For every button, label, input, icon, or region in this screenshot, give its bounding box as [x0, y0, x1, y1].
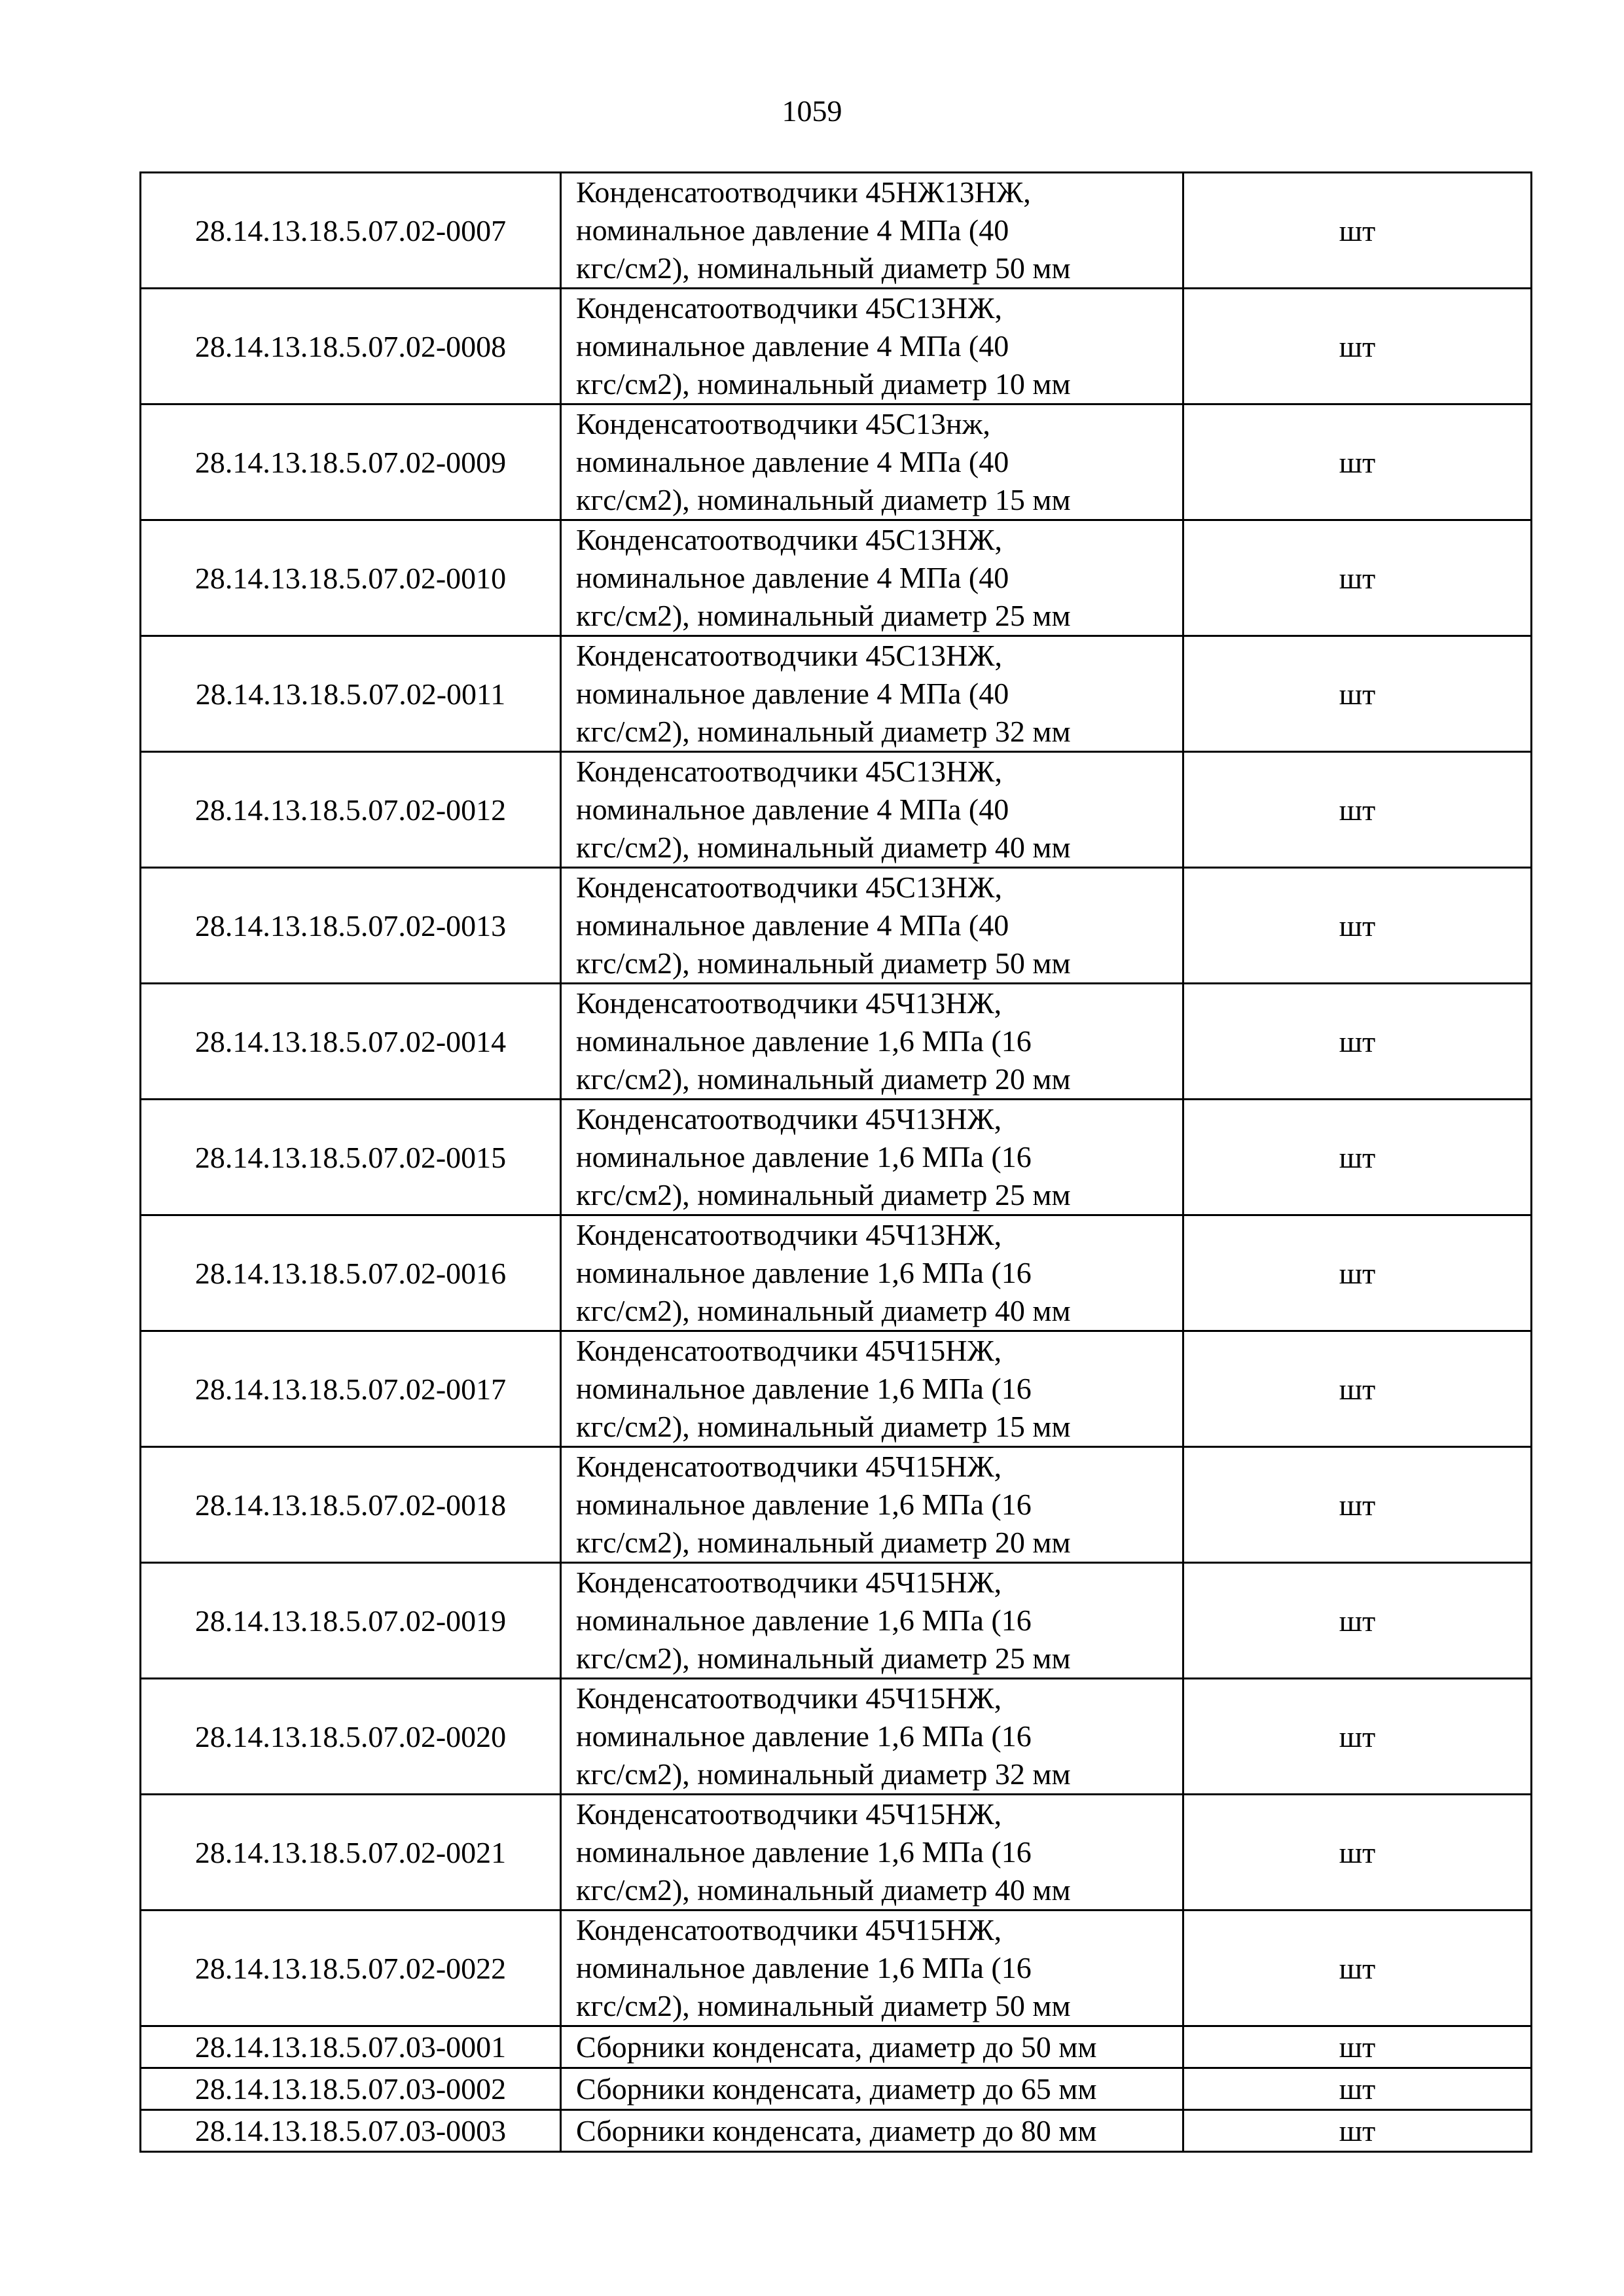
item-name-line: Конденсатоотводчики 45Ч15НЖ, — [576, 1913, 1002, 1946]
item-name — [561, 868, 1183, 984]
item-name — [561, 404, 1183, 520]
item-name-line: номинальное давление 1,6 МПа (16 — [576, 1256, 1032, 1289]
item-name-line: кгс/см2), номинальный диаметр 50 мм — [576, 1989, 1071, 2022]
item-name — [561, 1331, 1183, 1447]
item-name-line: номинальное давление 1,6 МПа (16 — [576, 1719, 1032, 1753]
item-name-line: номинальное давление 4 МПа (40 — [576, 677, 1009, 710]
table-row — [141, 868, 1532, 984]
items-table — [139, 171, 1532, 2153]
page-number: 1059 — [782, 94, 842, 128]
item-name-line: кгс/см2), номинальный диаметр 20 мм — [576, 1526, 1071, 1559]
table-row — [141, 2026, 1532, 2068]
item-code: 28.14.13.18.5.07.02-0007 — [141, 173, 561, 289]
item-code: 28.14.13.18.5.07.03-0002 — [141, 2068, 561, 2110]
item-name-line: номинальное давление 4 МПа (40 — [576, 793, 1009, 826]
item-name — [561, 636, 1183, 752]
table-row — [141, 2068, 1532, 2110]
item-unit: шт — [1183, 520, 1532, 636]
table-row — [141, 520, 1532, 636]
item-name-line: номинальное давление 4 МПа (40 — [576, 329, 1009, 363]
item-code: 28.14.13.18.5.07.02-0021 — [141, 1795, 561, 1910]
table-row — [141, 1795, 1532, 1910]
item-code: 28.14.13.18.5.07.02-0009 — [141, 404, 561, 520]
item-name-line: кгс/см2), номинальный диаметр 25 мм — [576, 1641, 1071, 1675]
item-code: 28.14.13.18.5.07.02-0019 — [141, 1563, 561, 1679]
item-unit: шт — [1183, 1910, 1532, 2026]
item-code: 28.14.13.18.5.07.02-0011 — [141, 636, 561, 752]
item-unit: шт — [1183, 1795, 1532, 1910]
item-unit: шт — [1183, 289, 1532, 404]
item-name-line: кгс/см2), номинальный диаметр 32 мм — [576, 715, 1071, 748]
item-name-line: кгс/см2), номинальный диаметр 40 мм — [576, 1294, 1071, 1327]
item-name-line: кгс/см2), номинальный диаметр 50 мм — [576, 251, 1071, 285]
item-name-line: номинальное давление 4 МПа (40 — [576, 445, 1009, 478]
item-name-line: Конденсатоотводчики 45С13НЖ, — [576, 639, 1002, 672]
item-name-line: Конденсатоотводчики 45Ч15НЖ, — [576, 1681, 1002, 1715]
item-code: 28.14.13.18.5.07.02-0008 — [141, 289, 561, 404]
item-name-line: Конденсатоотводчики 45Ч15НЖ, — [576, 1450, 1002, 1483]
item-code: 28.14.13.18.5.07.02-0015 — [141, 1100, 561, 1215]
item-name-line: Конденсатоотводчики 45Ч15НЖ, — [576, 1334, 1002, 1367]
table-row — [141, 1331, 1532, 1447]
item-unit: шт — [1183, 1215, 1532, 1331]
item-name-line: Сборники конденсата, диаметр до 50 мм — [576, 2030, 1097, 2064]
item-unit: шт — [1183, 2068, 1532, 2110]
table-row — [141, 1679, 1532, 1795]
item-name-line: кгс/см2), номинальный диаметр 40 мм — [576, 831, 1071, 864]
table-row — [141, 752, 1532, 868]
item-name-line: Конденсатоотводчики 45С13НЖ, — [576, 870, 1002, 904]
table-row — [141, 404, 1532, 520]
item-name-line: кгс/см2), номинальный диаметр 25 мм — [576, 599, 1071, 632]
table-row — [141, 636, 1532, 752]
item-name-line: номинальное давление 1,6 МПа (16 — [576, 1604, 1032, 1637]
item-code: 28.14.13.18.5.07.02-0010 — [141, 520, 561, 636]
item-unit: шт — [1183, 1563, 1532, 1679]
item-name-line: кгс/см2), номинальный диаметр 50 мм — [576, 946, 1071, 980]
item-name-line: кгс/см2), номинальный диаметр 10 мм — [576, 367, 1071, 401]
item-name-line: Конденсатоотводчики 45Ч15НЖ, — [576, 1566, 1002, 1599]
item-code: 28.14.13.18.5.07.02-0018 — [141, 1447, 561, 1563]
item-name — [561, 520, 1183, 636]
item-code: 28.14.13.18.5.07.03-0001 — [141, 2026, 561, 2068]
item-name-line: Конденсатоотводчики 45Ч15НЖ, — [576, 1797, 1002, 1831]
item-name-line: Конденсатоотводчики 45С13НЖ, — [576, 291, 1002, 325]
item-name-line: Конденсатоотводчики 45С13нж, — [576, 407, 990, 440]
item-unit: шт — [1183, 1331, 1532, 1447]
item-name — [561, 1447, 1183, 1563]
item-name-line: Конденсатоотводчики 45С13НЖ, — [576, 523, 1002, 556]
item-name — [561, 1100, 1183, 1215]
item-code: 28.14.13.18.5.07.02-0014 — [141, 984, 561, 1100]
item-unit: шт — [1183, 636, 1532, 752]
table-row — [141, 173, 1532, 289]
item-unit: шт — [1183, 752, 1532, 868]
item-unit: шт — [1183, 1679, 1532, 1795]
item-code: 28.14.13.18.5.07.02-0020 — [141, 1679, 561, 1795]
item-name — [561, 2026, 1183, 2068]
item-name — [561, 984, 1183, 1100]
table-row — [141, 984, 1532, 1100]
item-name-line: Конденсатоотводчики 45Ч13НЖ, — [576, 1218, 1002, 1251]
item-name-line: Конденсатоотводчики 45Ч13НЖ, — [576, 1102, 1002, 1136]
table-row — [141, 2110, 1532, 2152]
item-code: 28.14.13.18.5.07.02-0022 — [141, 1910, 561, 2026]
item-name — [561, 752, 1183, 868]
item-name-line: кгс/см2), номинальный диаметр 15 мм — [576, 483, 1071, 516]
item-name-line: Сборники конденсата, диаметр до 65 мм — [576, 2072, 1097, 2106]
item-unit: шт — [1183, 173, 1532, 289]
item-name — [561, 1215, 1183, 1331]
item-name-line: Сборники конденсата, диаметр до 80 мм — [576, 2113, 1097, 2147]
item-name — [561, 1679, 1183, 1795]
item-unit: шт — [1183, 868, 1532, 984]
item-name-line: Конденсатоотводчики 45С13НЖ, — [576, 755, 1002, 788]
item-name-line: номинальное давление 1,6 МПа (16 — [576, 1372, 1032, 1405]
item-name-line: кгс/см2), номинальный диаметр 25 мм — [576, 1178, 1071, 1211]
item-name-line: номинальное давление 4 МПа (40 — [576, 213, 1009, 247]
item-code: 28.14.13.18.5.07.02-0017 — [141, 1331, 561, 1447]
item-unit: шт — [1183, 1100, 1532, 1215]
item-name-line: номинальное давление 1,6 МПа (16 — [576, 1488, 1032, 1521]
item-unit: шт — [1183, 2026, 1532, 2068]
table-row — [141, 1563, 1532, 1679]
table-row — [141, 1100, 1532, 1215]
item-name-line: кгс/см2), номинальный диаметр 32 мм — [576, 1757, 1071, 1791]
item-name — [561, 1795, 1183, 1910]
table-row — [141, 1215, 1532, 1331]
item-name — [561, 289, 1183, 404]
item-name-line: номинальное давление 4 МПа (40 — [576, 908, 1009, 942]
item-name — [561, 173, 1183, 289]
item-name-line: Конденсатоотводчики 45Ч13НЖ, — [576, 986, 1002, 1020]
item-name-line: кгс/см2), номинальный диаметр 40 мм — [576, 1873, 1071, 1907]
item-unit: шт — [1183, 1447, 1532, 1563]
item-name — [561, 1563, 1183, 1679]
item-name — [561, 2110, 1183, 2152]
item-name-line: номинальное давление 1,6 МПа (16 — [576, 1835, 1032, 1869]
item-name-line: номинальное давление 1,6 МПа (16 — [576, 1140, 1032, 1174]
item-unit: шт — [1183, 404, 1532, 520]
item-name-line: кгс/см2), номинальный диаметр 20 мм — [576, 1062, 1071, 1096]
item-unit: шт — [1183, 984, 1532, 1100]
item-name-line: номинальное давление 1,6 МПа (16 — [576, 1951, 1032, 1984]
table-row — [141, 289, 1532, 404]
item-name-line: Конденсатоотводчики 45НЖ13НЖ, — [576, 175, 1031, 209]
item-code: 28.14.13.18.5.07.02-0016 — [141, 1215, 561, 1331]
item-code: 28.14.13.18.5.07.03-0003 — [141, 2110, 561, 2152]
item-name — [561, 2068, 1183, 2110]
item-name-line: кгс/см2), номинальный диаметр 15 мм — [576, 1410, 1071, 1443]
items-table-body — [141, 173, 1532, 2152]
item-name-line: номинальное давление 1,6 МПа (16 — [576, 1024, 1032, 1058]
item-name — [561, 1910, 1183, 2026]
table-row — [141, 1447, 1532, 1563]
item-code: 28.14.13.18.5.07.02-0012 — [141, 752, 561, 868]
item-code: 28.14.13.18.5.07.02-0013 — [141, 868, 561, 984]
item-name-line: номинальное давление 4 МПа (40 — [576, 561, 1009, 594]
item-unit: шт — [1183, 2110, 1532, 2152]
table-row — [141, 1910, 1532, 2026]
